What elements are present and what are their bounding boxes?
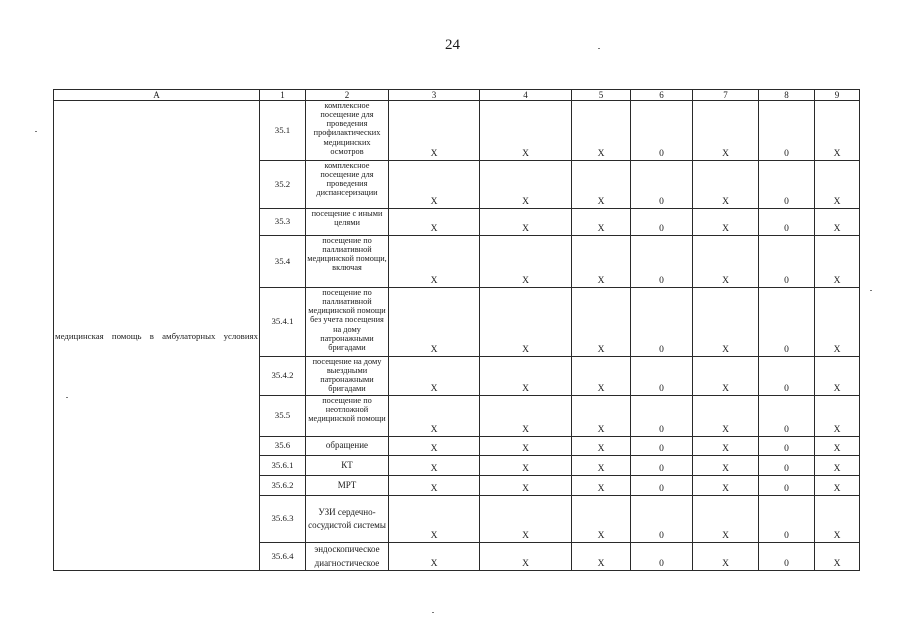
row-code: 35.4.1 (260, 288, 306, 357)
cell-9: Х (815, 543, 860, 571)
cell-7: Х (693, 437, 759, 456)
cell-3: Х (389, 496, 480, 543)
scan-speck (598, 48, 600, 49)
cell-6: 0 (631, 476, 693, 496)
cell-3: Х (389, 288, 480, 357)
cell-4: Х (480, 101, 572, 161)
row-code: 35.6.3 (260, 496, 306, 543)
cell-9: Х (815, 161, 860, 209)
cell-6: 0 (631, 209, 693, 236)
cell-3: Х (389, 543, 480, 571)
cell-5: Х (572, 496, 631, 543)
cell-4: Х (480, 456, 572, 476)
cell-5: Х (572, 161, 631, 209)
cell-7: Х (693, 236, 759, 288)
cell-9: Х (815, 456, 860, 476)
cell-6: 0 (631, 456, 693, 476)
cell-5: Х (572, 288, 631, 357)
cell-8: 0 (759, 456, 815, 476)
cell-7: Х (693, 496, 759, 543)
cell-7: Х (693, 288, 759, 357)
cell-5: Х (572, 236, 631, 288)
header-cell-3: 3 (389, 90, 480, 101)
row-name: посещение на дому выездными патронажными бригадами (306, 357, 389, 396)
cell-7: Х (693, 476, 759, 496)
row-name: эндоскопическое диагностическое (306, 543, 389, 571)
header-row (54, 90, 860, 101)
cell-5: Х (572, 437, 631, 456)
row-code: 35.2 (260, 161, 306, 209)
row-code: 35.6.2 (260, 476, 306, 496)
cell-3: Х (389, 236, 480, 288)
cell-5: Х (572, 476, 631, 496)
cell-3: Х (389, 357, 480, 396)
cell-7: Х (693, 209, 759, 236)
cell-7: Х (693, 543, 759, 571)
header-cell-4: 4 (480, 90, 572, 101)
scan-speck (870, 290, 872, 291)
row-code: 35.6 (260, 437, 306, 456)
cell-6: 0 (631, 101, 693, 161)
row-name: обращение (306, 437, 389, 456)
cell-8: 0 (759, 357, 815, 396)
cell-3: Х (389, 456, 480, 476)
cell-8: 0 (759, 476, 815, 496)
row-name: посещение с иными целями (306, 209, 389, 236)
cell-5: Х (572, 357, 631, 396)
cell-7: Х (693, 396, 759, 437)
cell-8: 0 (759, 101, 815, 161)
row-code: 35.5 (260, 396, 306, 437)
cell-4: Х (480, 437, 572, 456)
cell-7: Х (693, 357, 759, 396)
row-name: КТ (306, 456, 389, 476)
row-code: 35.6.4 (260, 543, 306, 571)
cell-9: Х (815, 288, 860, 357)
scan-speck (66, 397, 68, 398)
cell-4: Х (480, 236, 572, 288)
cell-5: Х (572, 396, 631, 437)
cell-4: Х (480, 161, 572, 209)
cell-8: 0 (759, 437, 815, 456)
cell-6: 0 (631, 496, 693, 543)
cell-7: Х (693, 101, 759, 161)
cell-3: Х (389, 476, 480, 496)
cell-6: 0 (631, 236, 693, 288)
page-number: 24 (445, 37, 460, 53)
cell-5: Х (572, 456, 631, 476)
cell-8: 0 (759, 396, 815, 437)
cell-9: Х (815, 236, 860, 288)
cell-3: Х (389, 101, 480, 161)
cell-4: Х (480, 396, 572, 437)
row-code: 35.6.1 (260, 456, 306, 476)
row-code: 35.1 (260, 101, 306, 161)
scan-speck (432, 612, 434, 613)
data-table (53, 89, 860, 571)
cell-8: 0 (759, 236, 815, 288)
row-code: 35.4 (260, 236, 306, 288)
cell-6: 0 (631, 288, 693, 357)
row-code: 35.4.2 (260, 357, 306, 396)
cell-3: Х (389, 209, 480, 236)
cell-4: Х (480, 476, 572, 496)
cell-5: Х (572, 209, 631, 236)
table-row (54, 101, 860, 161)
cell-9: Х (815, 357, 860, 396)
cell-3: Х (389, 161, 480, 209)
row-name: посещение по паллиативной медицинской помощи, включая (306, 236, 389, 288)
cell-5: Х (572, 543, 631, 571)
row-name: комплексное посещение для проведения профилактических медицинских осмотров (306, 101, 389, 161)
cell-9: Х (815, 396, 860, 437)
row-name: посещение по паллиативной медицинской помощи без учета посещения на дому патронажными бригадами (306, 288, 389, 357)
cell-6: 0 (631, 357, 693, 396)
cell-9: Х (815, 437, 860, 456)
cell-4: Х (480, 543, 572, 571)
cell-4: Х (480, 288, 572, 357)
section-label: медицинская помощь в амбулаторных условиях (54, 101, 260, 571)
cell-3: Х (389, 396, 480, 437)
cell-4: Х (480, 209, 572, 236)
cell-9: Х (815, 476, 860, 496)
row-name: комплексное посещение для проведения диспансеризации (306, 161, 389, 209)
row-name: УЗИ сердечно-сосудистой системы (306, 496, 389, 543)
row-code: 35.3 (260, 209, 306, 236)
cell-7: Х (693, 161, 759, 209)
cell-8: 0 (759, 543, 815, 571)
row-name: МРТ (306, 476, 389, 496)
header-cell-7: 7 (693, 90, 759, 101)
cell-6: 0 (631, 437, 693, 456)
cell-3: Х (389, 437, 480, 456)
cell-8: 0 (759, 161, 815, 209)
cell-6: 0 (631, 543, 693, 571)
header-cell-8: 8 (759, 90, 815, 101)
scan-speck (35, 131, 37, 132)
cell-6: 0 (631, 161, 693, 209)
cell-9: Х (815, 496, 860, 543)
header-cell-2: 2 (306, 90, 389, 101)
cell-9: Х (815, 101, 860, 161)
cell-8: 0 (759, 209, 815, 236)
header-cell-5: 5 (572, 90, 631, 101)
cell-4: Х (480, 496, 572, 543)
cell-9: Х (815, 209, 860, 236)
cell-6: 0 (631, 396, 693, 437)
header-cell-6: 6 (631, 90, 693, 101)
cell-5: Х (572, 101, 631, 161)
header-cell-1: 1 (260, 90, 306, 101)
header-cell-9: 9 (815, 90, 860, 101)
row-name: посещение по неотложной медицинской помощи (306, 396, 389, 437)
cell-8: 0 (759, 496, 815, 543)
cell-7: Х (693, 456, 759, 476)
header-cell-a: А (54, 90, 260, 101)
cell-4: Х (480, 357, 572, 396)
cell-8: 0 (759, 288, 815, 357)
